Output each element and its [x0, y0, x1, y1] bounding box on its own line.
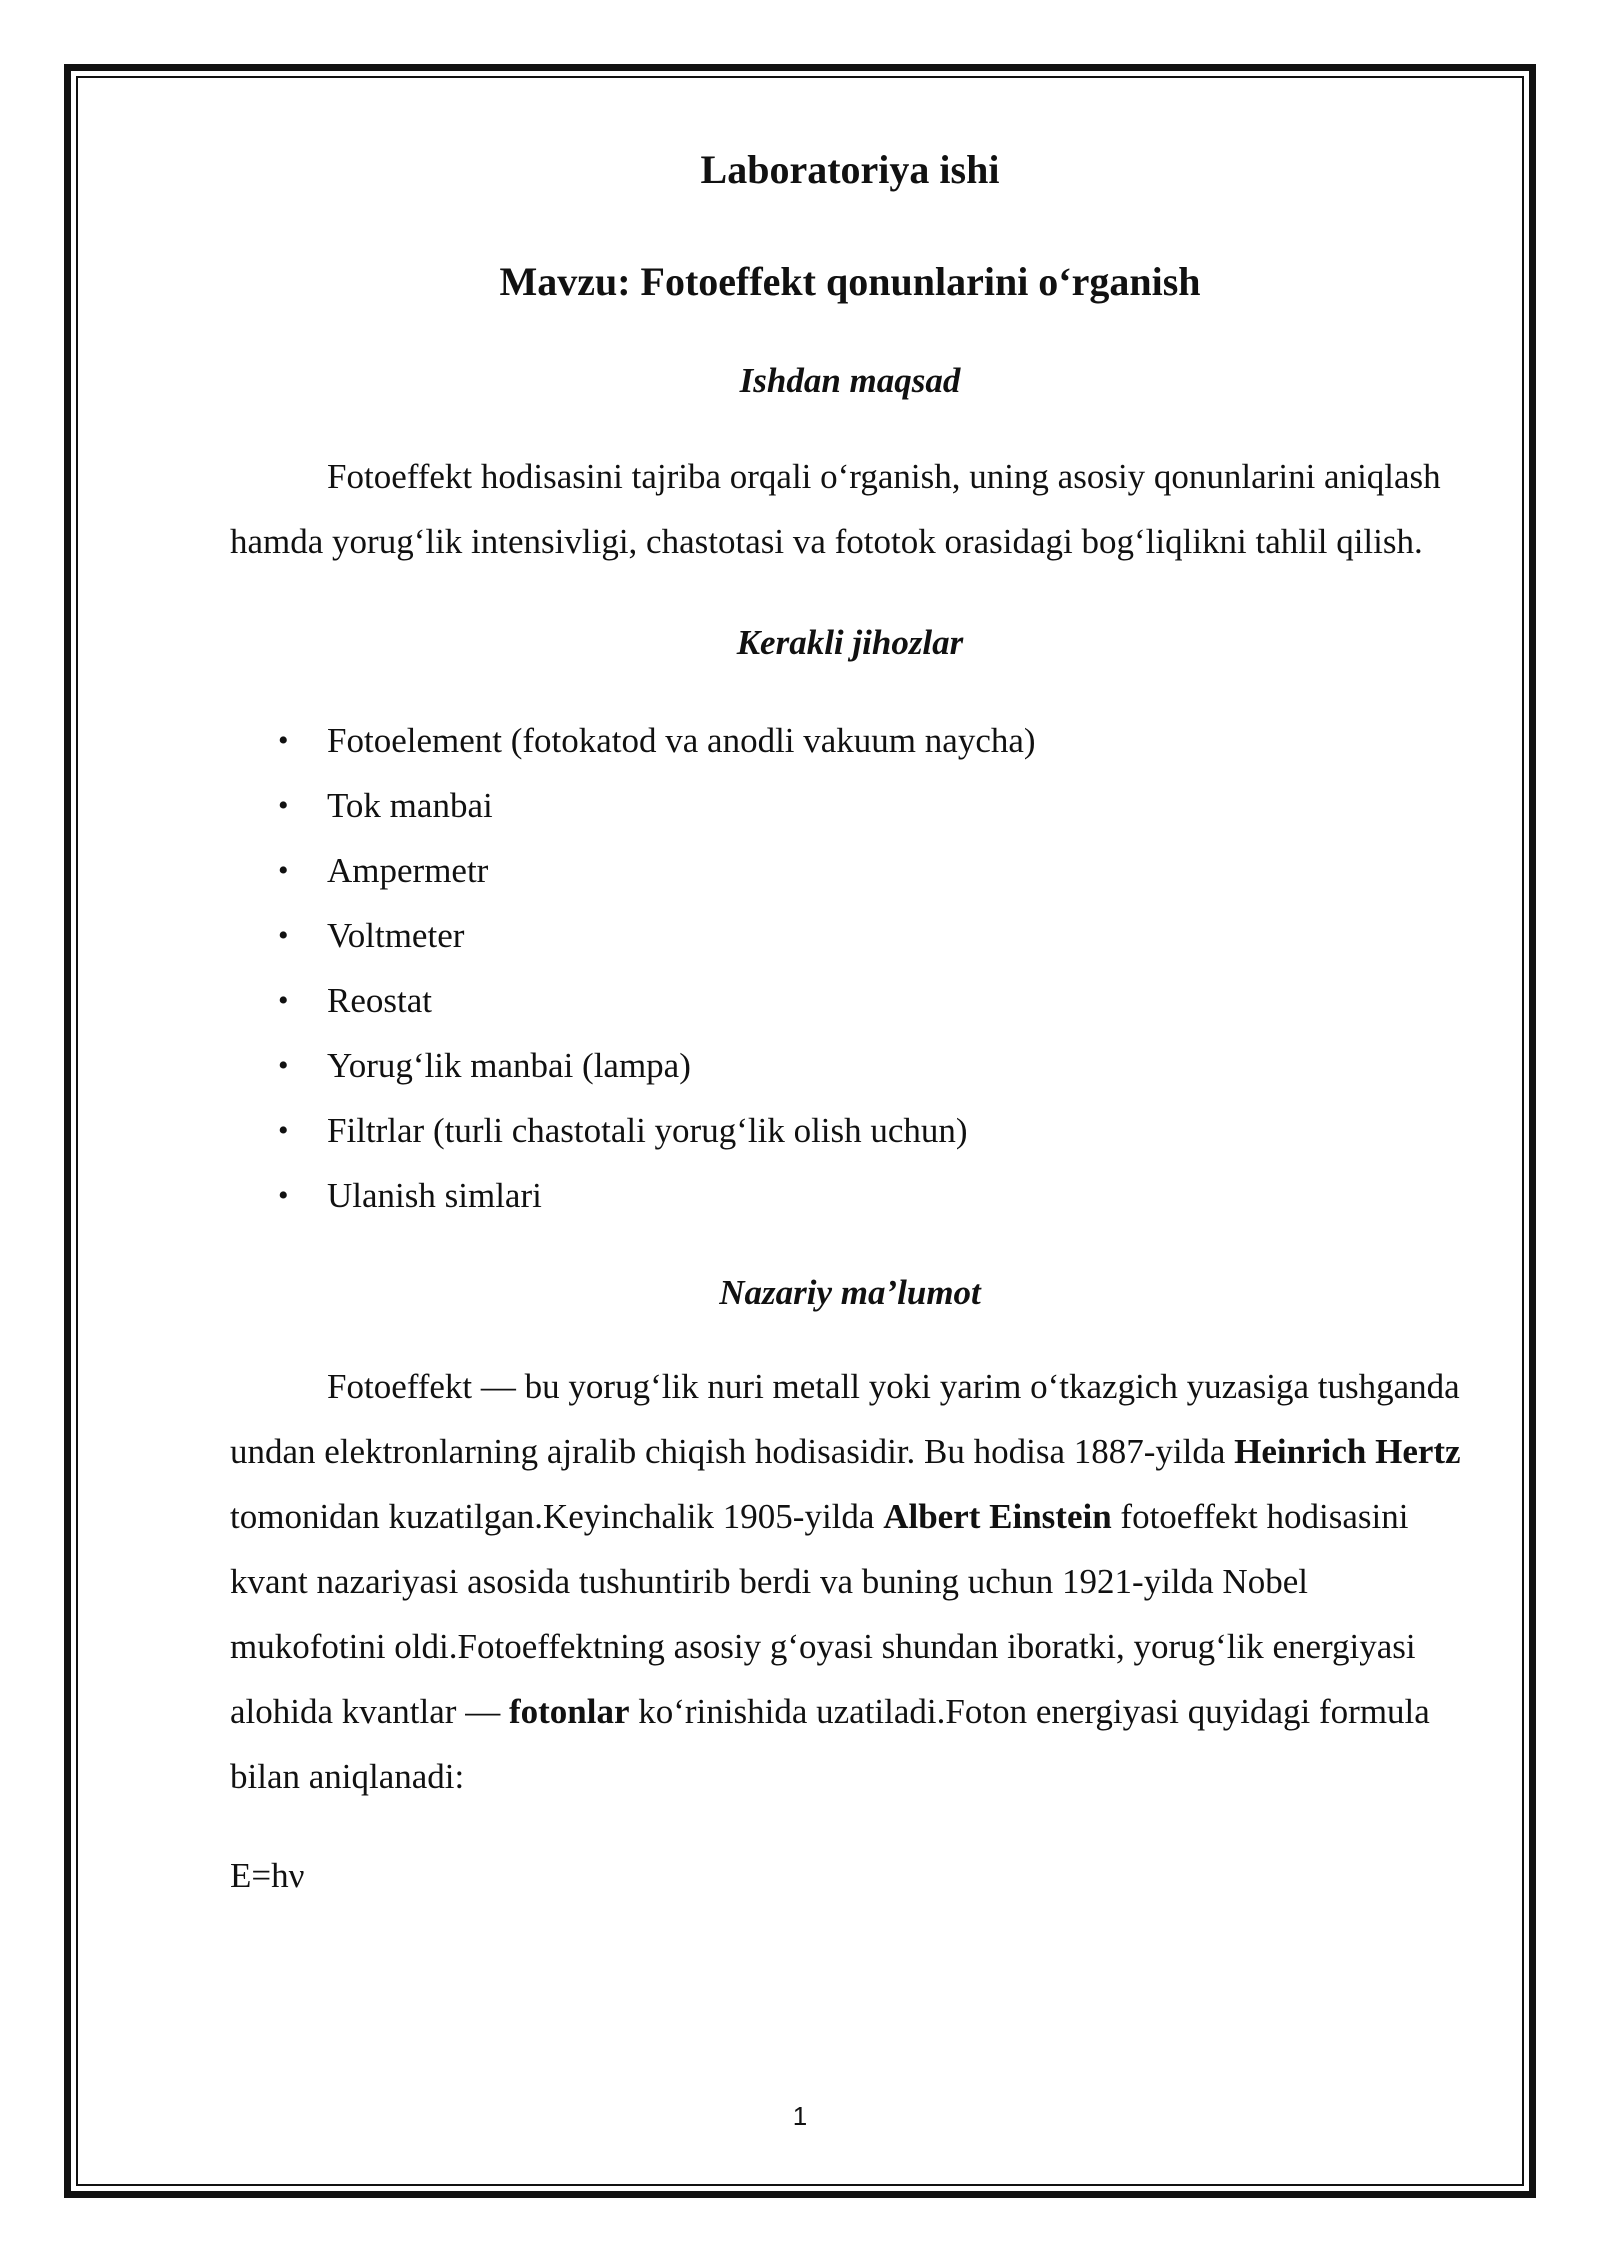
bullet-icon: •: [278, 854, 289, 887]
theory-text: ko‘rinishida uzatiladi.Foton energiyasi quyidagi formula bilan aniqlanadi:: [230, 1692, 1430, 1796]
document-topic: Mavzu: Fotoeffekt qonunlarini o‘rganish: [499, 259, 1201, 304]
list-item-label: Yorug‘lik manbai (lampa): [327, 1046, 691, 1085]
theory-paragraph: [230, 1354, 1470, 1809]
bullet-icon: •: [278, 789, 289, 822]
name-einstein: Albert Einstein: [883, 1497, 1112, 1536]
bullet-icon: •: [278, 919, 289, 952]
equipment-heading: Kerakli jihozlar: [736, 623, 964, 662]
list-item: [230, 773, 1470, 838]
list-item: [230, 838, 1470, 903]
theory-text: Fotoeffekt — bu yorug‘lik nuri metall yoki yarim o‘tkazgich yuzasiga tushganda undan elektronlarning ajralib chiqish hodisasidir. Bu hodisa 1887-yilda: [230, 1367, 1460, 1471]
theory-text: tomonidan kuzatilgan.Keyinchalik 1905-yilda: [230, 1497, 884, 1536]
list-item-label: Reostat: [327, 981, 432, 1020]
list-item-label: Tok manbai: [327, 786, 493, 825]
objective-paragraph: Fotoeffekt hodisasini tajriba orqali o‘rganish, uning asosiy qonunlarini aniqlash hamda yorug‘lik intensivligi, chastotasi va fototok orasidagi bog‘liqlikni tahlil qilish.: [230, 457, 1441, 561]
document-body: [230, 140, 1470, 1901]
list-item-label: Ampermetr: [327, 851, 489, 890]
theory-heading: Nazariy ma’lumot: [719, 1273, 981, 1312]
list-item: [230, 1033, 1470, 1098]
photon-energy-formula: E=hν: [230, 1856, 305, 1895]
objective-heading: Ishdan maqsad: [739, 361, 961, 400]
bullet-icon: •: [278, 1049, 289, 1082]
equipment-list: [230, 708, 1470, 1228]
bullet-icon: •: [278, 1114, 289, 1147]
theory-text: fotoeffekt hodisasini kvant nazariyasi asosida tushuntirib berdi va buning uchun 1921-yilda Nobel mukofotini oldi.Fotoeffektning asosiy g‘oyasi shundan iboratki, yorug‘lik energiyasi alohida kvantlar —: [230, 1497, 1416, 1731]
name-hertz: Heinrich Hertz: [1234, 1432, 1461, 1471]
list-item: [230, 1163, 1470, 1228]
term-fotonlar: fotonlar: [508, 1692, 630, 1731]
page-number: 1: [792, 2101, 808, 2131]
list-item: [230, 903, 1470, 968]
document-title: Laboratoriya ishi: [700, 147, 1000, 192]
bullet-icon: •: [278, 1179, 289, 1212]
list-item-label: Fotoelement (fotokatod va anodli vakuum naycha): [327, 721, 1036, 760]
list-item: [230, 708, 1470, 773]
bullet-icon: •: [278, 984, 289, 1017]
list-item: [230, 1098, 1470, 1163]
list-item-label: Voltmeter: [327, 916, 465, 955]
list-item-label: Ulanish simlari: [327, 1176, 542, 1215]
list-item-label: Filtrlar (turli chastotali yorug‘lik olish uchun): [327, 1111, 968, 1150]
list-item: [230, 968, 1470, 1033]
bullet-icon: •: [278, 724, 289, 757]
